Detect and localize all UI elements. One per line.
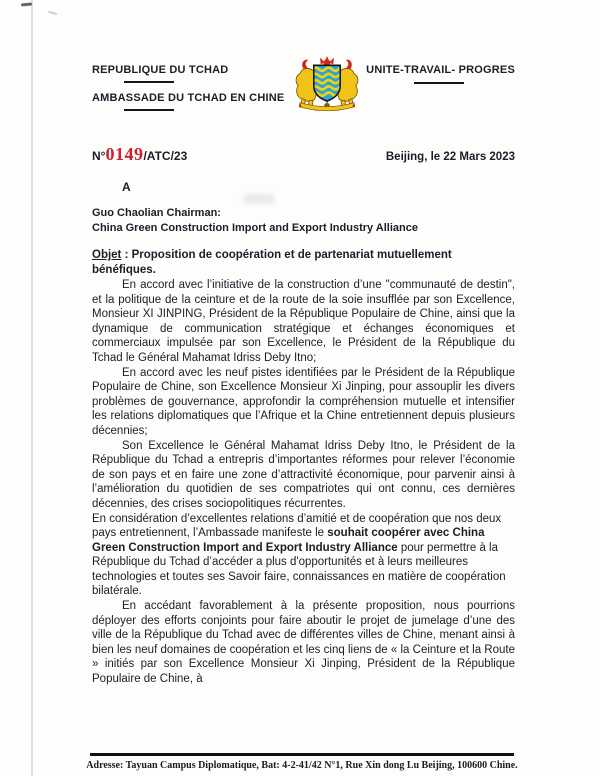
- paragraph-cooperation-post: pour permettre à la République du Tchad d’accéder a plus d'opportunités et à leurs meilleures technologies et toutes ses Savoir faire, connaissances en matière de coopération bilatérale.: [92, 541, 506, 598]
- salutation: A: [122, 180, 131, 194]
- addressee-name: Guo Chaolian Chairman:: [92, 207, 221, 219]
- letterhead: [92, 64, 515, 120]
- republic-title: REPUBLIQUE DU TCHAD: [92, 64, 229, 76]
- subject-text: : Proposition de coopération et de partenariat mutuellement bénéfiques.: [92, 249, 452, 276]
- paragraph-cooperation-wish: [92, 512, 515, 600]
- footer-divider: [90, 753, 514, 756]
- subject-line: [92, 248, 515, 278]
- addressee-organization: China Green Construction Import and Export Industry Alliance: [92, 221, 418, 234]
- paragraph-community-of-destiny: En accord avec l’initiative de la construction d’une "communauté de destin", et la politique de la ceinture et de la route de la soie insufflée par son Excellence, Monsieur XI JINPING, Président de la République Populaire de Chine, ainsi que la dynamique de communication stratégique et échanges économiques et commerciaux impulsée par son Excellence, le Président de la République du Tchad le Général Mahamat Idriss Deby Itno;: [92, 279, 515, 364]
- reference-suffix: /ATC/23: [143, 149, 188, 163]
- reference-number: [92, 144, 187, 165]
- letterhead-right: [366, 64, 515, 84]
- subject-label: Objet: [92, 249, 122, 261]
- addressee-block: [92, 206, 515, 235]
- embassy-divider: [124, 109, 174, 111]
- paragraph-twinning-project: En accédant favorablement à la présente proposition, nous pourrions déployer des efforts conjoints pour faire aboutir le projet de jumelage d’une des ville de la République du Tchad avec de différentes villes de Chine, menant ainsi à bien les neuf domaines de coopération et les cinq liens de « la Ceinture et la Route » initiés par son Excellence Monsieur Xi Jinping, Président de la République Populaire de Chine, à: [92, 600, 515, 686]
- dateline: Beijing, le 22 Mars 2023: [385, 151, 515, 163]
- motto-divider: [414, 82, 464, 84]
- letterhead-left: [92, 64, 288, 120]
- paragraph-nine-tracks: En accord avec les neuf pistes identifiées par le Président de la République Populaire de Chine, son Excellence Monsieur Xi Jinping, pour assouplir les divers problèmes de gouvernance, approfondir la compréhension mutuelle et intensifier les relations diplomatiques que l’Afrique et la Chine entretiennent depuis plusieurs décennies;: [92, 366, 515, 437]
- paragraph-cooperation-bold: souhait coopérer avec China Green Construction Import and Export Industry Alliance: [92, 527, 485, 554]
- letter-body: [92, 278, 515, 687]
- paragraph-chad-reforms: Son Excellence le Général Mahamat Idriss Deby Itno, le Président de la République du Tchad a entrepris d’importantes réformes pour relever l’économie de son pays et en faire une zone d’attractivité économique, pour parvenir ainsi à l’amélioration du quotidien de ses compatriotes qui ont connu, ces dernières décennies, des crises sociopolitiques récurrentes.: [92, 439, 515, 510]
- motto-title: UNITE-TRAVAIL- PROGRES: [366, 64, 515, 76]
- reference-row: [92, 144, 515, 165]
- reference-number-red: 0149: [105, 144, 144, 164]
- footer-address: Adresse: Tayuan Campus Diplomatique, Bat: 4-2-41/42 N°1, Rue Xin dong Lu Beijing, 100600 Chine.: [86, 760, 518, 771]
- paragraph-cooperation-pre: En considération d’excellentes relations d’amitié et de coopération que nos deux pays entretiennent, l’Ambassade manifeste le: [92, 512, 502, 540]
- reference-prefix: N°: [92, 149, 106, 163]
- chad-coat-of-arms-icon: [288, 56, 366, 117]
- embassy-title: AMBASSADE DU TCHAD EN CHINE: [92, 92, 285, 104]
- republic-divider: [124, 81, 174, 83]
